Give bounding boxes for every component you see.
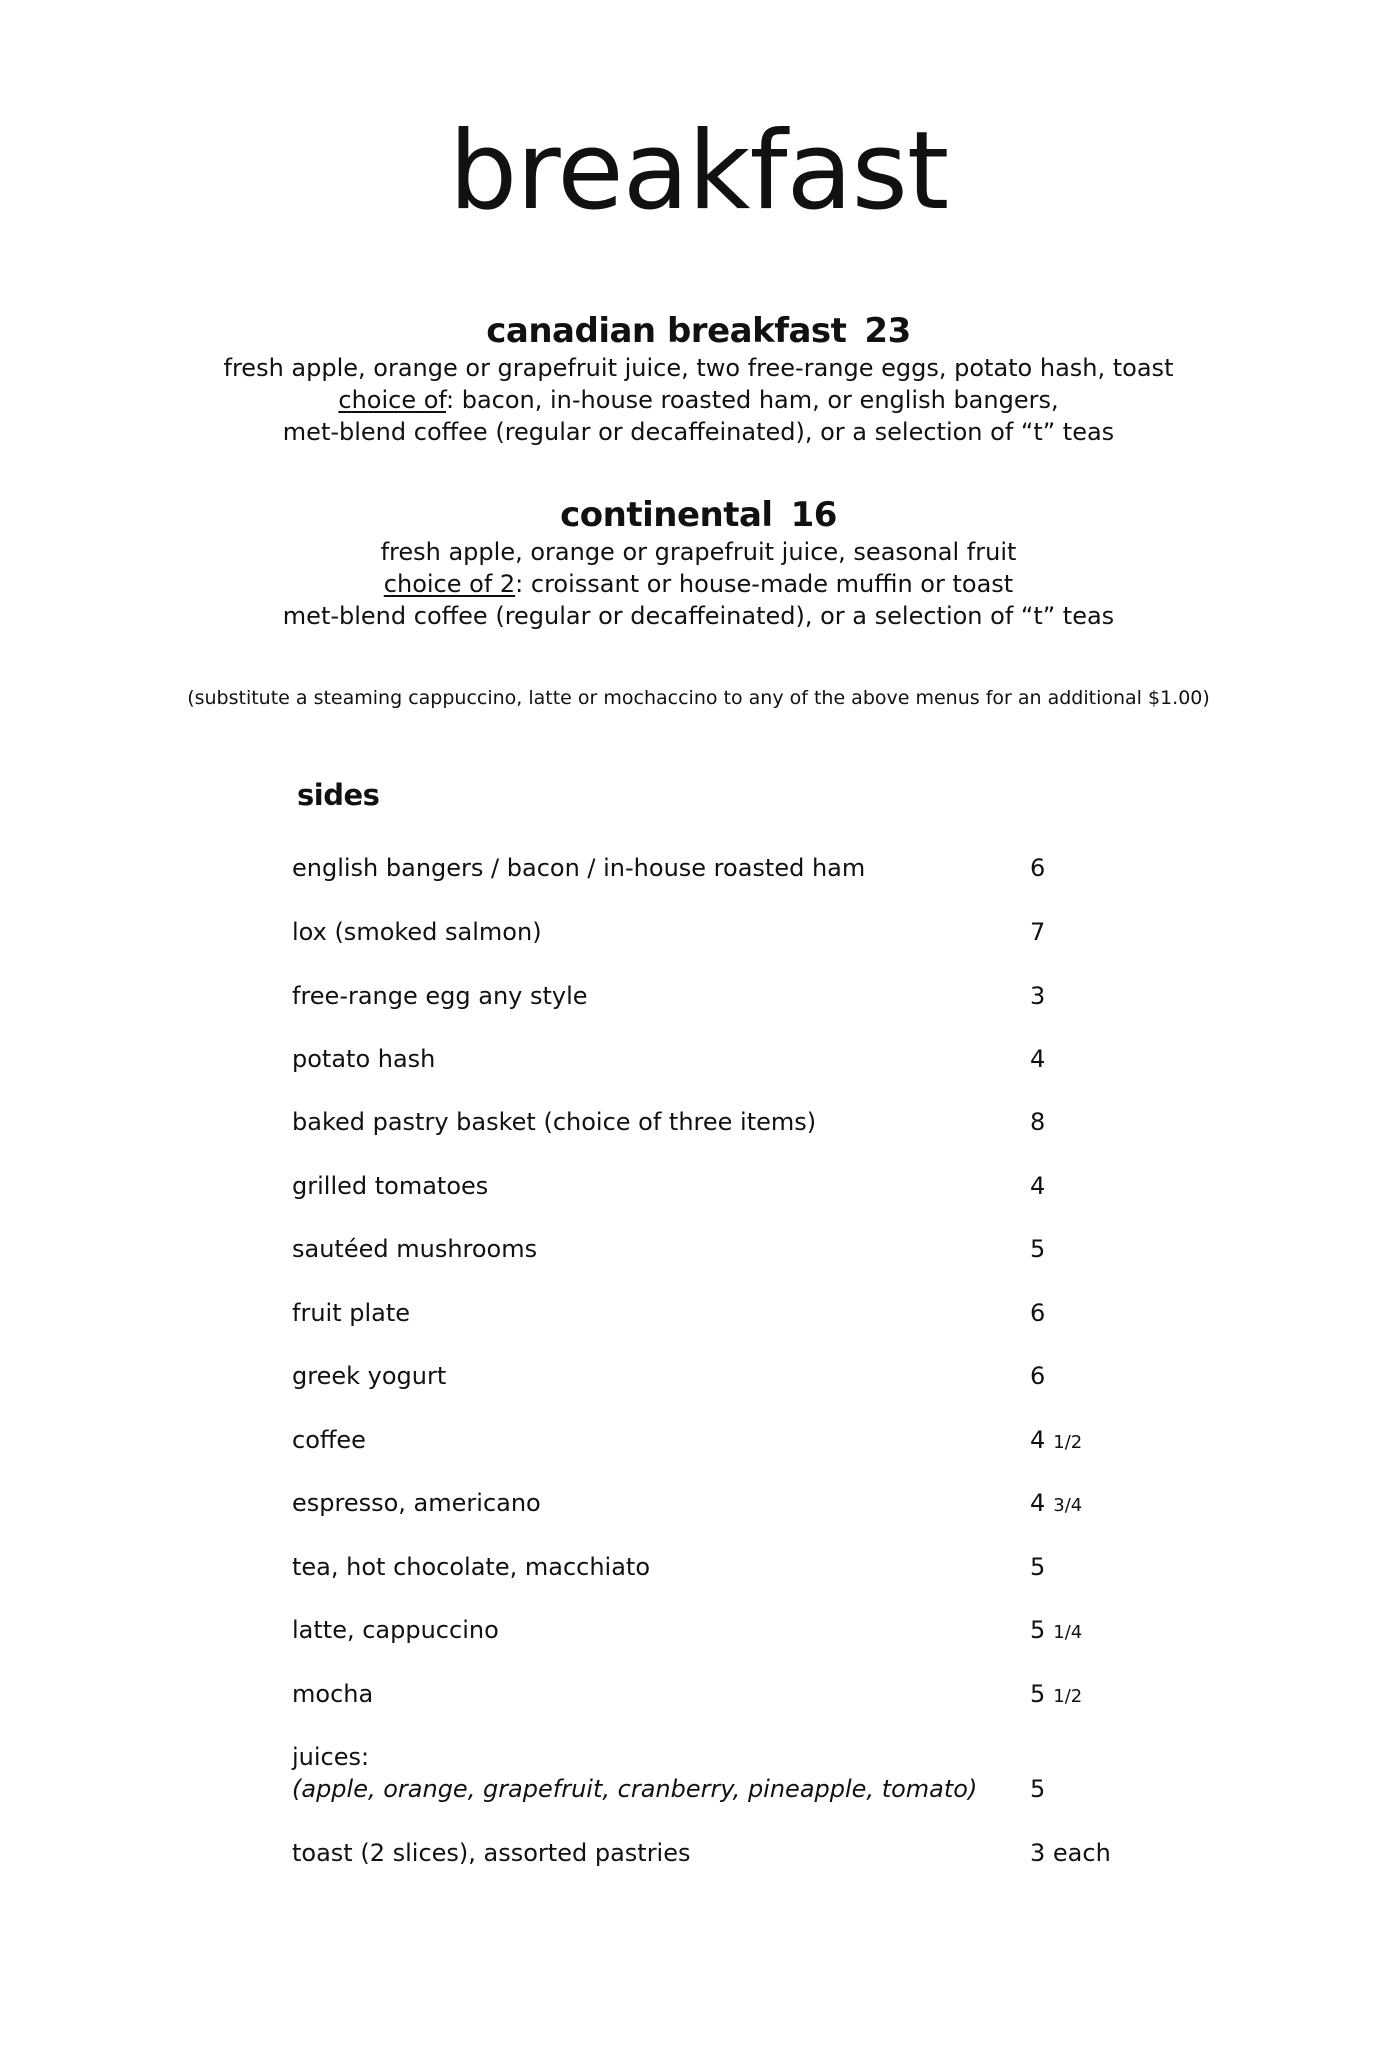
side-item-price xyxy=(1030,980,1053,1015)
menu-line-2 xyxy=(0,568,1397,600)
price-whole: 6 xyxy=(1030,1362,1046,1390)
side-item-price xyxy=(1030,1233,1053,1268)
side-item-price xyxy=(1030,916,1053,951)
side-item-price xyxy=(1030,1424,1082,1459)
price-whole: 5 xyxy=(1030,1553,1046,1581)
price-whole: 6 xyxy=(1030,1299,1046,1327)
side-item-price: 5 xyxy=(1030,1775,1046,1803)
menu-heading xyxy=(0,310,1397,352)
side-item-name: coffee xyxy=(292,1426,366,1454)
menu-line-1: fresh apple, orange or grapefruit juice, two free-range eggs, potato hash, toast xyxy=(223,354,1174,382)
side-item-price xyxy=(1030,1551,1053,1586)
menu-canadian-breakfast xyxy=(0,310,1397,448)
side-item-name: espresso, americano xyxy=(292,1489,541,1517)
price-fraction: 3/4 xyxy=(1053,1495,1083,1516)
price-whole: 4 xyxy=(1030,1045,1046,1073)
side-item-price xyxy=(1030,1360,1053,1395)
menu-continental xyxy=(0,494,1397,632)
menu-price: 23 xyxy=(864,311,911,351)
side-item-price xyxy=(1030,1170,1053,1205)
side-item-name: tea, hot chocolate, macchiato xyxy=(292,1553,651,1581)
side-item-name: latte, cappuccino xyxy=(292,1616,499,1644)
juices-options: (apple, orange, grapefruit, cranberry, pineapple, tomato) xyxy=(292,1775,978,1803)
price-whole: 4 xyxy=(1030,1172,1046,1200)
price-whole: 5 xyxy=(1030,1680,1046,1708)
sides-heading: sides xyxy=(297,778,380,812)
menu-line-2 xyxy=(0,384,1397,416)
side-item-name: sautéed mushrooms xyxy=(292,1235,538,1263)
side-item-name: lox (smoked salmon) xyxy=(292,918,542,946)
side-item-price xyxy=(1030,852,1053,887)
menu-line-3: met-blend coffee (regular or decaffeinated), or a selection of “t” teas xyxy=(282,418,1115,446)
side-item-price xyxy=(1030,1106,1053,1141)
side-item-price xyxy=(1030,1297,1053,1332)
price-whole: 5 xyxy=(1030,1235,1046,1263)
side-item-name: english bangers / bacon / in-house roasted ham xyxy=(292,854,866,882)
price-whole: 6 xyxy=(1030,854,1046,882)
side-item-price xyxy=(1030,1678,1082,1713)
choice-label: choice of 2 xyxy=(383,570,516,598)
choice-options: : croissant or house-made muffin or toast xyxy=(515,570,1014,598)
side-item-name: fruit plate xyxy=(292,1299,411,1327)
side-item-name: baked pastry basket (choice of three items) xyxy=(292,1108,817,1136)
price-whole: 8 xyxy=(1030,1108,1046,1136)
choice-label: choice of xyxy=(338,386,446,414)
side-item-name: grilled tomatoes xyxy=(292,1172,489,1200)
price-fraction: 1/4 xyxy=(1053,1622,1083,1643)
juices-label: juices: xyxy=(292,1743,370,1771)
page-title: breakfast xyxy=(448,109,949,234)
price-fraction: 1/2 xyxy=(1053,1686,1083,1707)
side-item-name: greek yogurt xyxy=(292,1362,447,1390)
menu-name: canadian breakfast xyxy=(486,311,847,351)
price-whole: 4 xyxy=(1030,1426,1046,1454)
menu-heading xyxy=(0,494,1397,536)
price-whole: 3 xyxy=(1030,982,1046,1010)
side-item-price xyxy=(1030,1043,1053,1078)
price-whole: 5 xyxy=(1030,1616,1046,1644)
menu-line-3: met-blend coffee (regular or decaffeinated), or a selection of “t” teas xyxy=(282,602,1115,630)
price-whole: 4 xyxy=(1030,1489,1046,1517)
side-item-name: free-range egg any style xyxy=(292,982,588,1010)
price-whole: 7 xyxy=(1030,918,1046,946)
menu-line-1: fresh apple, orange or grapefruit juice, seasonal fruit xyxy=(380,538,1017,566)
side-item-price xyxy=(1030,1487,1082,1522)
side-item-name xyxy=(292,1741,977,1805)
side-item-price xyxy=(1030,1614,1082,1649)
choice-options: : bacon, in-house roasted ham, or english bangers, xyxy=(446,386,1059,414)
menu-name: continental xyxy=(560,495,773,535)
side-item-name: mocha xyxy=(292,1680,374,1708)
side-item-name: potato hash xyxy=(292,1045,436,1073)
substitution-note: (substitute a steaming cappuccino, latte or mochaccino to any of the above menus for an additional $1.00) xyxy=(187,687,1210,709)
menu-price: 16 xyxy=(790,495,837,535)
price-fraction: 1/2 xyxy=(1053,1432,1083,1453)
side-item-price: 3 each xyxy=(1030,1839,1111,1867)
side-item-name: toast (2 slices), assorted pastries xyxy=(292,1839,691,1867)
